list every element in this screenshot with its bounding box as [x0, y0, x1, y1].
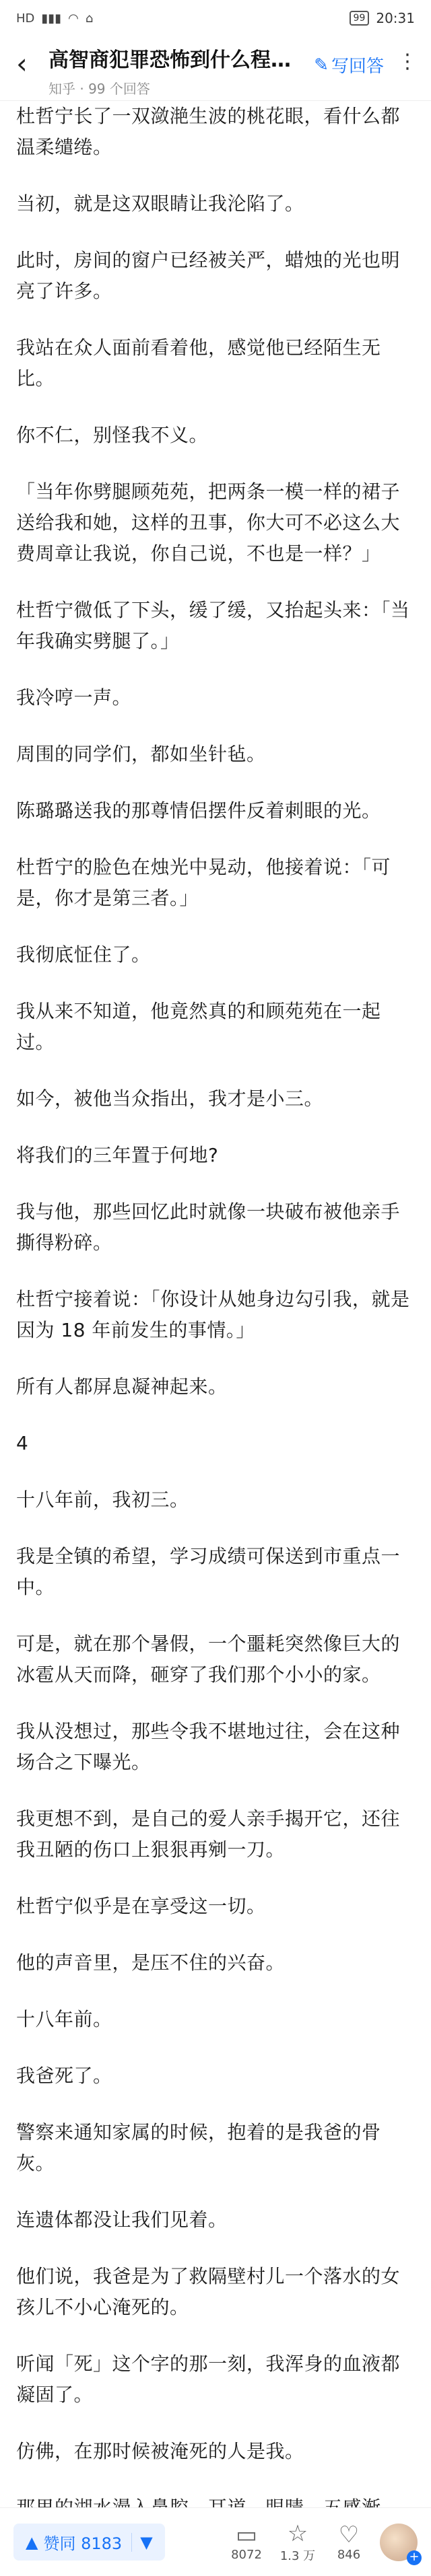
answer-paragraph: 十八年前，我初三。: [16, 1489, 189, 1511]
answer-count[interactable]: 99 个回答: [88, 81, 150, 97]
answer-paragraph: 可是，就在那个暑假，一个噩耗突然像巨大的冰雹从天而降，砸穿了我们那个小小的家。: [16, 1633, 401, 1686]
upvote-button[interactable]: [13, 2524, 165, 2561]
comment-count: 8072: [231, 2548, 262, 2562]
answer-paragraph: 仿佛，在那时候被淹死的人是我。: [16, 2440, 304, 2462]
answer-paragraph: 我爸死了。: [16, 2065, 112, 2087]
answer-paragraph: 此时，房间的窗户已经被关严，蜡烛的光也明亮了许多。: [16, 249, 401, 302]
answer-paragraph: 听闻「死」这个字的那一刻，我浑身的血液都凝固了。: [16, 2353, 401, 2406]
write-answer-button[interactable]: [314, 52, 384, 77]
answer-paragraph: 我是全镇的希望，学习成绩可保送到市重点一中。: [16, 1545, 401, 1598]
like-count: 846: [337, 2548, 361, 2562]
question-meta: 知乎 · 99 个回答: [48, 81, 150, 97]
answer-paragraph: 4: [16, 1432, 29, 1454]
question-title[interactable]: 高智商犯罪恐怖到什么程…: [48, 48, 291, 72]
status-right: [350, 10, 415, 26]
answer-paragraph: 「当年你劈腿顾苑苑，把两条一模一样的裙子送给我和她，这样的丑事，你大可不必这么大费周章让我说，你自己说，不也是一样？」: [16, 480, 401, 565]
answer-paragraph: 杜哲宁的脸色在烛光中晃动，他接着说：「可是，你才是第三者。」: [16, 856, 391, 909]
answer-paragraph: 陈璐璐送我的那尊情侣摆件反着刺眼的光。: [16, 799, 381, 822]
downvote-icon[interactable]: ▼: [131, 2533, 152, 2552]
author-avatar[interactable]: [380, 2524, 420, 2564]
source-label: 知乎: [48, 81, 75, 97]
answer-paragraph: 他们说，我爸是为了救隔壁村儿一个落水的女孩儿不小心淹死的。: [16, 2265, 401, 2318]
answer-content: [16, 101, 415, 2549]
answer-paragraph: 我冷哼一声。: [16, 686, 132, 709]
answer-paragraph: 我更想不到，是自己的爱人亲手揭开它，还往我丑陋的伤口上狠狠再剜一刀。: [16, 1808, 401, 1861]
question-header: [0, 36, 431, 101]
back-icon[interactable]: ‹: [16, 47, 28, 80]
signal-icon: ▮▮▮: [41, 11, 62, 26]
answer-paragraph: 当初，就是这双眼睛让我沦陷了。: [16, 192, 304, 215]
wifi-icon: ◠: [68, 11, 79, 26]
answer-paragraph: 警察来通知家属的时候，抱着的是我爸的骨灰。: [16, 2121, 381, 2174]
status-left: [16, 11, 93, 26]
answer-paragraph: 我彻底怔住了。: [16, 943, 151, 966]
answer-paragraph: 所有人都屏息凝神起来。: [16, 1375, 228, 1398]
answer-paragraph: 周围的同学们，都如坐针毡。: [16, 743, 266, 765]
answer-paragraph: 我与他，那些回忆此时就像一块破布被他亲手撕得粉碎。: [16, 1201, 401, 1254]
answer-paragraph: 如今，被他当众指出，我才是小三。: [16, 1087, 324, 1110]
star-icon: ☆: [287, 2519, 308, 2547]
heart-icon: ♡: [338, 2521, 360, 2548]
carrier-icon: HD: [16, 11, 35, 26]
title-box[interactable]: [48, 47, 307, 98]
like-button[interactable]: [323, 2522, 374, 2562]
more-options-icon[interactable]: ⋮: [397, 50, 418, 73]
answer-paragraph: 将我们的三年置于何地?: [16, 1144, 219, 1166]
answer-paragraph: 杜哲宁接着说：「你设计从她身边勾引我，就是因为 18 年前发生的事情。」: [16, 1288, 410, 1341]
answer-paragraph: 连遗体都没让我们见着。: [16, 2209, 228, 2231]
answer-paragraph: 你不仁，别怪我不义。: [16, 424, 209, 446]
answer-paragraph: 我站在众人面前看着他，感觉他已经陌生无比。: [16, 336, 381, 390]
bottom-action-bar: [0, 2507, 431, 2576]
write-answer-label: 写回答: [331, 57, 384, 77]
battery-icon: 99: [350, 11, 370, 26]
status-bar: [0, 0, 431, 36]
upvote-label: 赞同 8183: [43, 2534, 123, 2553]
answer-paragraph: 杜哲宁似乎是在享受这一切。: [16, 1895, 266, 1917]
comment-icon: ▭: [235, 2521, 258, 2548]
answer-paragraph: 十八年前。: [16, 2008, 112, 2030]
favorite-button[interactable]: [272, 2521, 323, 2564]
answer-paragraph: 杜哲宁微低了下头，缓了缓，又抬起头来：「当年我确实劈腿了。」: [16, 599, 410, 652]
notification-icon: ⌂: [85, 11, 94, 26]
edit-icon: ✎: [314, 55, 329, 75]
status-time: 20:31: [376, 10, 415, 26]
answer-paragraph: 他的声音里，是压不住的兴奋。: [16, 1952, 286, 1974]
upvote-icon: ▲: [26, 2532, 38, 2552]
answer-paragraph: 杜哲宁长了一双潋滟生波的桃花眼，看什么都温柔缱绻。: [16, 105, 401, 158]
comment-button[interactable]: [221, 2522, 272, 2562]
favorite-count: 1.3 万: [279, 2548, 316, 2563]
answer-paragraph: 我从没想过，那些令我不堪地过往，会在这种场合之下曝光。: [16, 1720, 401, 1773]
follow-plus-icon[interactable]: +: [407, 2550, 422, 2565]
answer-paragraph: 我从来不知道，他竟然真的和顾苑苑在一起过。: [16, 1000, 381, 1053]
